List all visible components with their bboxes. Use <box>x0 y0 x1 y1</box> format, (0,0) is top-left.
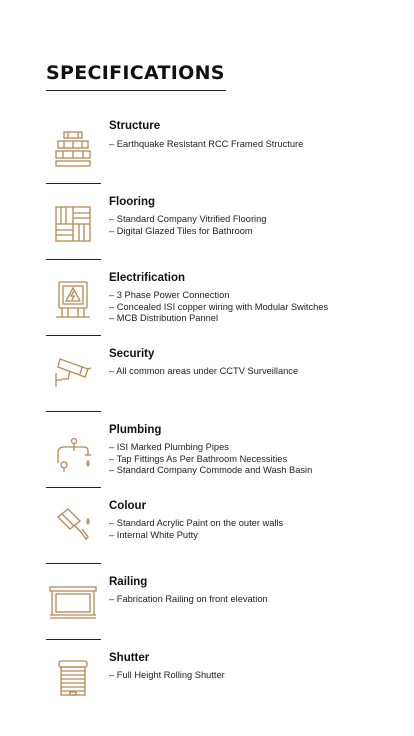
spec-line: – Digital Glazed Tiles for Bathroom <box>109 226 266 238</box>
railing-icon <box>48 579 98 621</box>
cctv-camera-icon <box>52 351 94 393</box>
spec-electrification <box>0 259 414 335</box>
spec-colour <box>0 487 414 563</box>
spec-line: – Standard Company Commode and Wash Basin <box>109 465 312 477</box>
rcc-structure-icon <box>52 128 94 170</box>
spec-title: Flooring <box>109 196 155 208</box>
title-underline <box>46 90 226 91</box>
spec-lines <box>109 366 298 378</box>
section-divider <box>46 335 101 336</box>
spec-line: – All common areas under CCTV Surveillance <box>109 366 298 378</box>
spec-line: – Standard Acrylic Paint on the outer walls <box>109 518 283 530</box>
plumbing-tap-icon <box>52 433 94 475</box>
section-divider <box>46 259 101 260</box>
spec-lines <box>109 214 266 237</box>
spec-shutter <box>0 639 414 715</box>
spec-railing <box>0 563 414 639</box>
spec-line: – Concealed ISI copper wiring with Modular Switches <box>109 302 328 314</box>
section-divider <box>46 563 101 564</box>
spec-lines <box>109 290 328 325</box>
section-divider <box>46 487 101 488</box>
spec-line: – Standard Company Vitrified Flooring <box>109 214 266 226</box>
paint-roller-icon <box>52 503 94 545</box>
spec-title: Electrification <box>109 272 186 284</box>
floor-tiles-icon <box>52 203 94 245</box>
spec-title: Railing <box>109 576 148 588</box>
spec-line: – Tap Fittings As Per Bathroom Necessities <box>109 454 312 466</box>
spec-line: – MCB Distribution Pannel <box>109 313 328 325</box>
spec-title: Plumbing <box>109 424 162 436</box>
rolling-shutter-icon <box>52 657 94 699</box>
electric-panel-icon <box>52 279 94 321</box>
spec-line: – 3 Phase Power Connection <box>109 290 328 302</box>
spec-title: Security <box>109 348 155 360</box>
page-title: SPECIFICATIONS <box>46 62 225 84</box>
spec-plumbing <box>0 411 414 487</box>
spec-lines <box>109 442 312 477</box>
spec-line: – Full Height Rolling Shutter <box>109 670 225 682</box>
spec-security <box>0 335 414 411</box>
spec-line: – Earthquake Resistant RCC Framed Structure <box>109 139 303 151</box>
spec-line: – Internal White Putty <box>109 530 283 542</box>
section-divider <box>46 639 101 640</box>
spec-flooring <box>0 183 414 259</box>
spec-title: Shutter <box>109 652 150 664</box>
spec-line: – Fabrication Railing on front elevation <box>109 594 268 606</box>
spec-lines <box>109 594 268 606</box>
spec-lines <box>109 670 225 682</box>
section-divider <box>46 183 101 184</box>
spec-title: Structure <box>109 120 161 132</box>
section-divider <box>46 411 101 412</box>
spec-lines <box>109 139 303 151</box>
spec-lines <box>109 518 283 541</box>
spec-title: Colour <box>109 500 147 512</box>
spec-line: – ISI Marked Plumbing Pipes <box>109 442 312 454</box>
